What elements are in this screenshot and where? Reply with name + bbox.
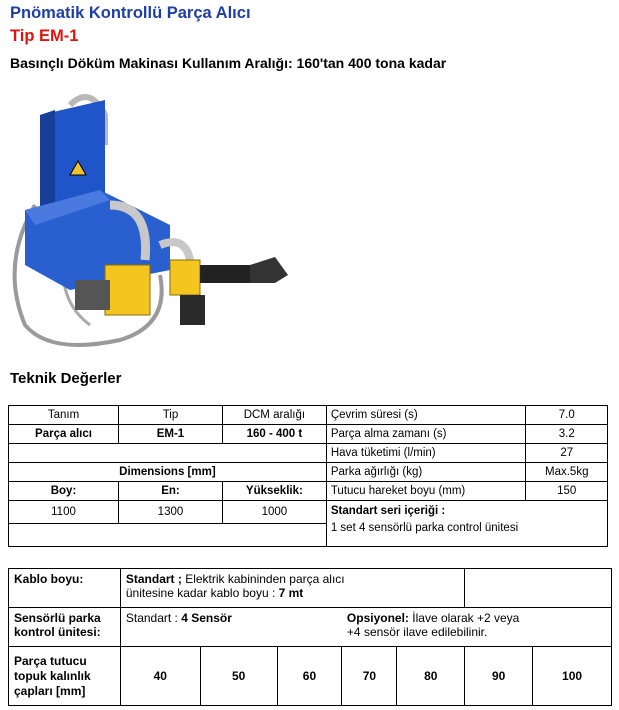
value-tanim: Parça alıcı [9,425,119,444]
kablo-text-line1: Elektrik kabininden parça alıcı [181,572,345,586]
empty-cell [9,444,327,463]
value-en: 1300 [119,501,223,524]
spec-label: Parça alma zamanı (s) [326,425,526,444]
header-dcm: DCM aralığı [222,406,326,425]
kablo-text-line2: ünitesine kadar kablo boyu : [125,586,279,600]
spec-value: 7.0 [526,406,608,425]
gripper-photo [10,85,310,355]
standard-title: Standart seri içeriği : [330,505,446,517]
sensor-optional-label: Opsiyonel: [346,611,409,625]
technical-table [8,405,608,547]
size-cell: 40 [120,647,200,706]
spec-value: 150 [526,482,608,501]
empty-cell [9,524,327,547]
options-table [8,568,612,706]
sensor-label-line1: Sensörlü parka [14,611,101,625]
section-title: Teknik Değerler [10,370,122,387]
spec-value: 27 [526,444,608,463]
spec-label: Tutucu hareket boyu (mm) [326,482,526,501]
size-cell: 100 [533,647,612,706]
kablo-length: 7 mt [278,586,304,600]
value-boy: 1100 [9,501,119,524]
sensor-optional [342,608,612,647]
spec-value: 3.2 [526,425,608,444]
size-cell: 60 [277,647,342,706]
spec-label: Çevrim süresi (s) [326,406,526,425]
product-type: Tip EM-1 [10,27,79,45]
header-tip: Tip [119,406,223,425]
value-tip: EM-1 [119,425,223,444]
sensor-optional-text1: İlave olarak +2 veya [408,611,520,625]
sensor-standard [120,608,342,647]
size-cell: 50 [200,647,277,706]
sensor-optional-text2: +4 sensör ilave edilebilinir. [346,625,488,639]
parca-label: Parça tutucu topuk kalınlık çapları [mm] [9,647,121,706]
value-dcm: 160 - 400 t [222,425,326,444]
header-tanim: Tanım [9,406,119,425]
kablo-description [120,569,464,608]
header-yukseklik: Yükseklik: [222,482,326,501]
sensor-label-line2: kontrol ünitesi: [14,625,101,639]
header-boy: Boy: [9,482,119,501]
standard-text: 1 set 4 sensörlü parka control ünitesi [330,522,519,534]
size-cell: 80 [397,647,465,706]
size-cell: 90 [465,647,533,706]
sensor-standard-value: 4 Sensör [181,611,232,625]
spec-value: Max.5kg [526,463,608,482]
kablo-standard-label: Standart ; [125,572,182,586]
sensor-label [9,608,121,647]
standard-content [326,501,607,547]
kablo-label: Kablo boyu: [9,569,121,608]
empty-cell [465,569,612,608]
usage-range: Basınçlı Döküm Makinası Kullanım Aralığı: 160'tan 400 tona kadar [10,55,447,71]
spec-label: Parka ağırlığı (kg) [326,463,526,482]
dimensions-header: Dimensions [mm] [9,463,327,482]
value-yukseklik: 1000 [222,501,326,524]
sensor-standard-label: Standart : [125,611,182,625]
spec-label: Hava tüketimi (l/min) [326,444,526,463]
size-cell: 70 [342,647,397,706]
header-en: En: [119,482,223,501]
product-title: Pnömatik Kontrollü Parça Alıcı [10,4,251,22]
